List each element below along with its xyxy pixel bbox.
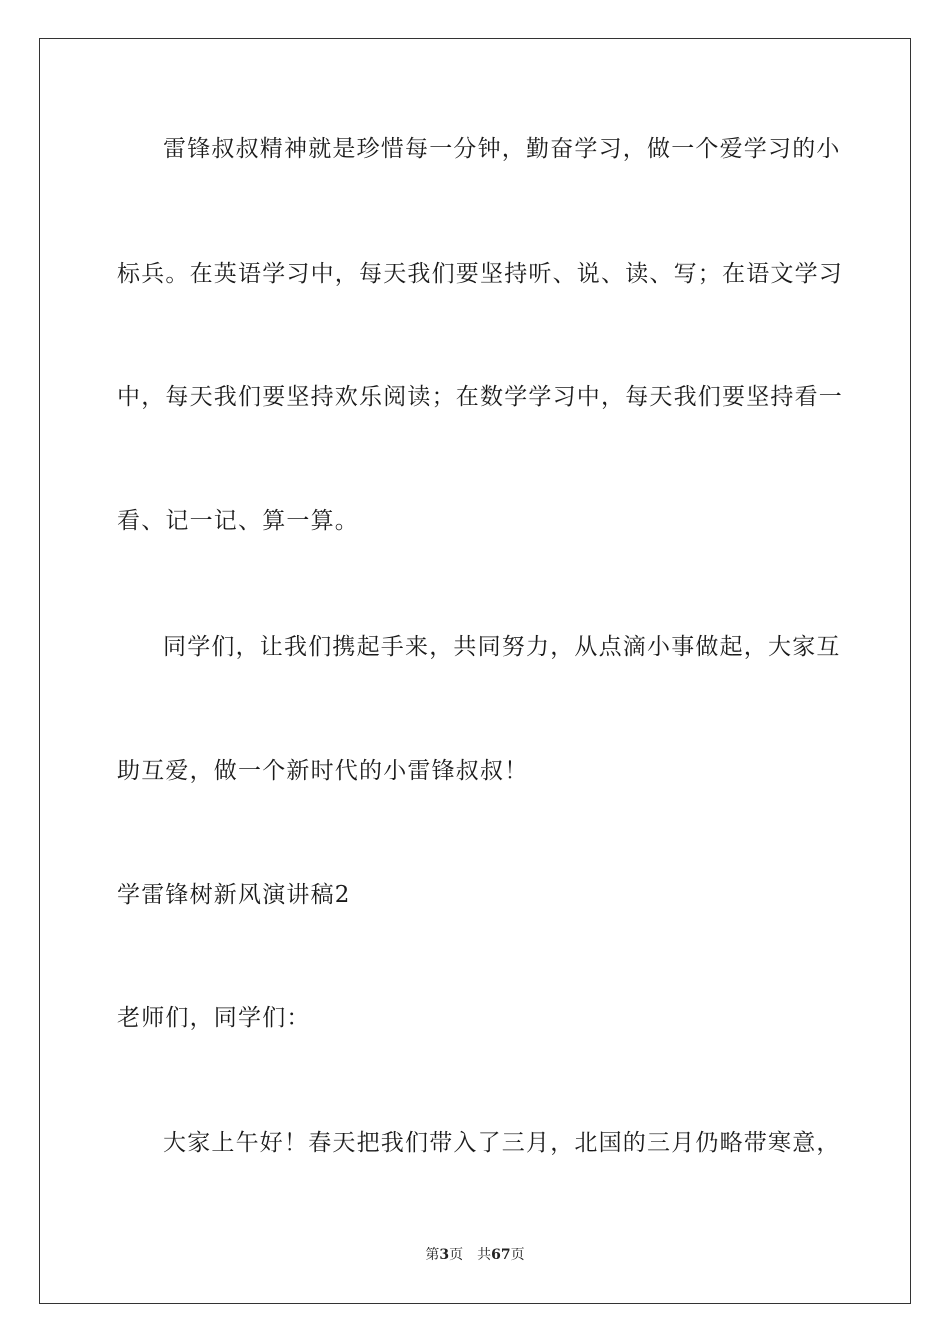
- paragraph-line: 同学们，让我们携起手来，共同努力，从点滴小事做起，大家互: [163, 634, 841, 660]
- paragraph-line: 助互爱，做一个新时代的小雷锋叔叔！: [117, 758, 529, 784]
- paragraph-line: 大家上午好！春天把我们带入了三月，北国的三月仍略带寒意，: [163, 1130, 841, 1156]
- footer-page-prefix: 第: [425, 1247, 440, 1263]
- page-footer: [0, 1246, 950, 1264]
- footer-total-suffix: 页: [510, 1247, 525, 1263]
- section-title: 学雷锋树新风演讲稿2: [117, 882, 351, 908]
- salutation: 老师们，同学们：: [117, 1005, 311, 1031]
- paragraph-line: 看、记一记、算一算。: [117, 508, 359, 534]
- page-border: [39, 38, 911, 1304]
- footer-total-prefix: 共: [477, 1247, 492, 1263]
- footer-page-suffix: 页: [449, 1247, 464, 1263]
- footer-total-pages: 67: [491, 1247, 511, 1263]
- paragraph-line: 雷锋叔叔精神就是珍惜每一分钟，勤奋学习，做一个爱学习的小: [163, 136, 841, 162]
- footer-page-number: 3: [439, 1247, 450, 1263]
- paragraph-line: 中，每天我们要坚持欢乐阅读；在数学学习中，每天我们要坚持看一: [117, 384, 843, 410]
- paragraph-line: 标兵。在英语学习中，每天我们要坚持听、说、读、写；在语文学习: [117, 261, 843, 287]
